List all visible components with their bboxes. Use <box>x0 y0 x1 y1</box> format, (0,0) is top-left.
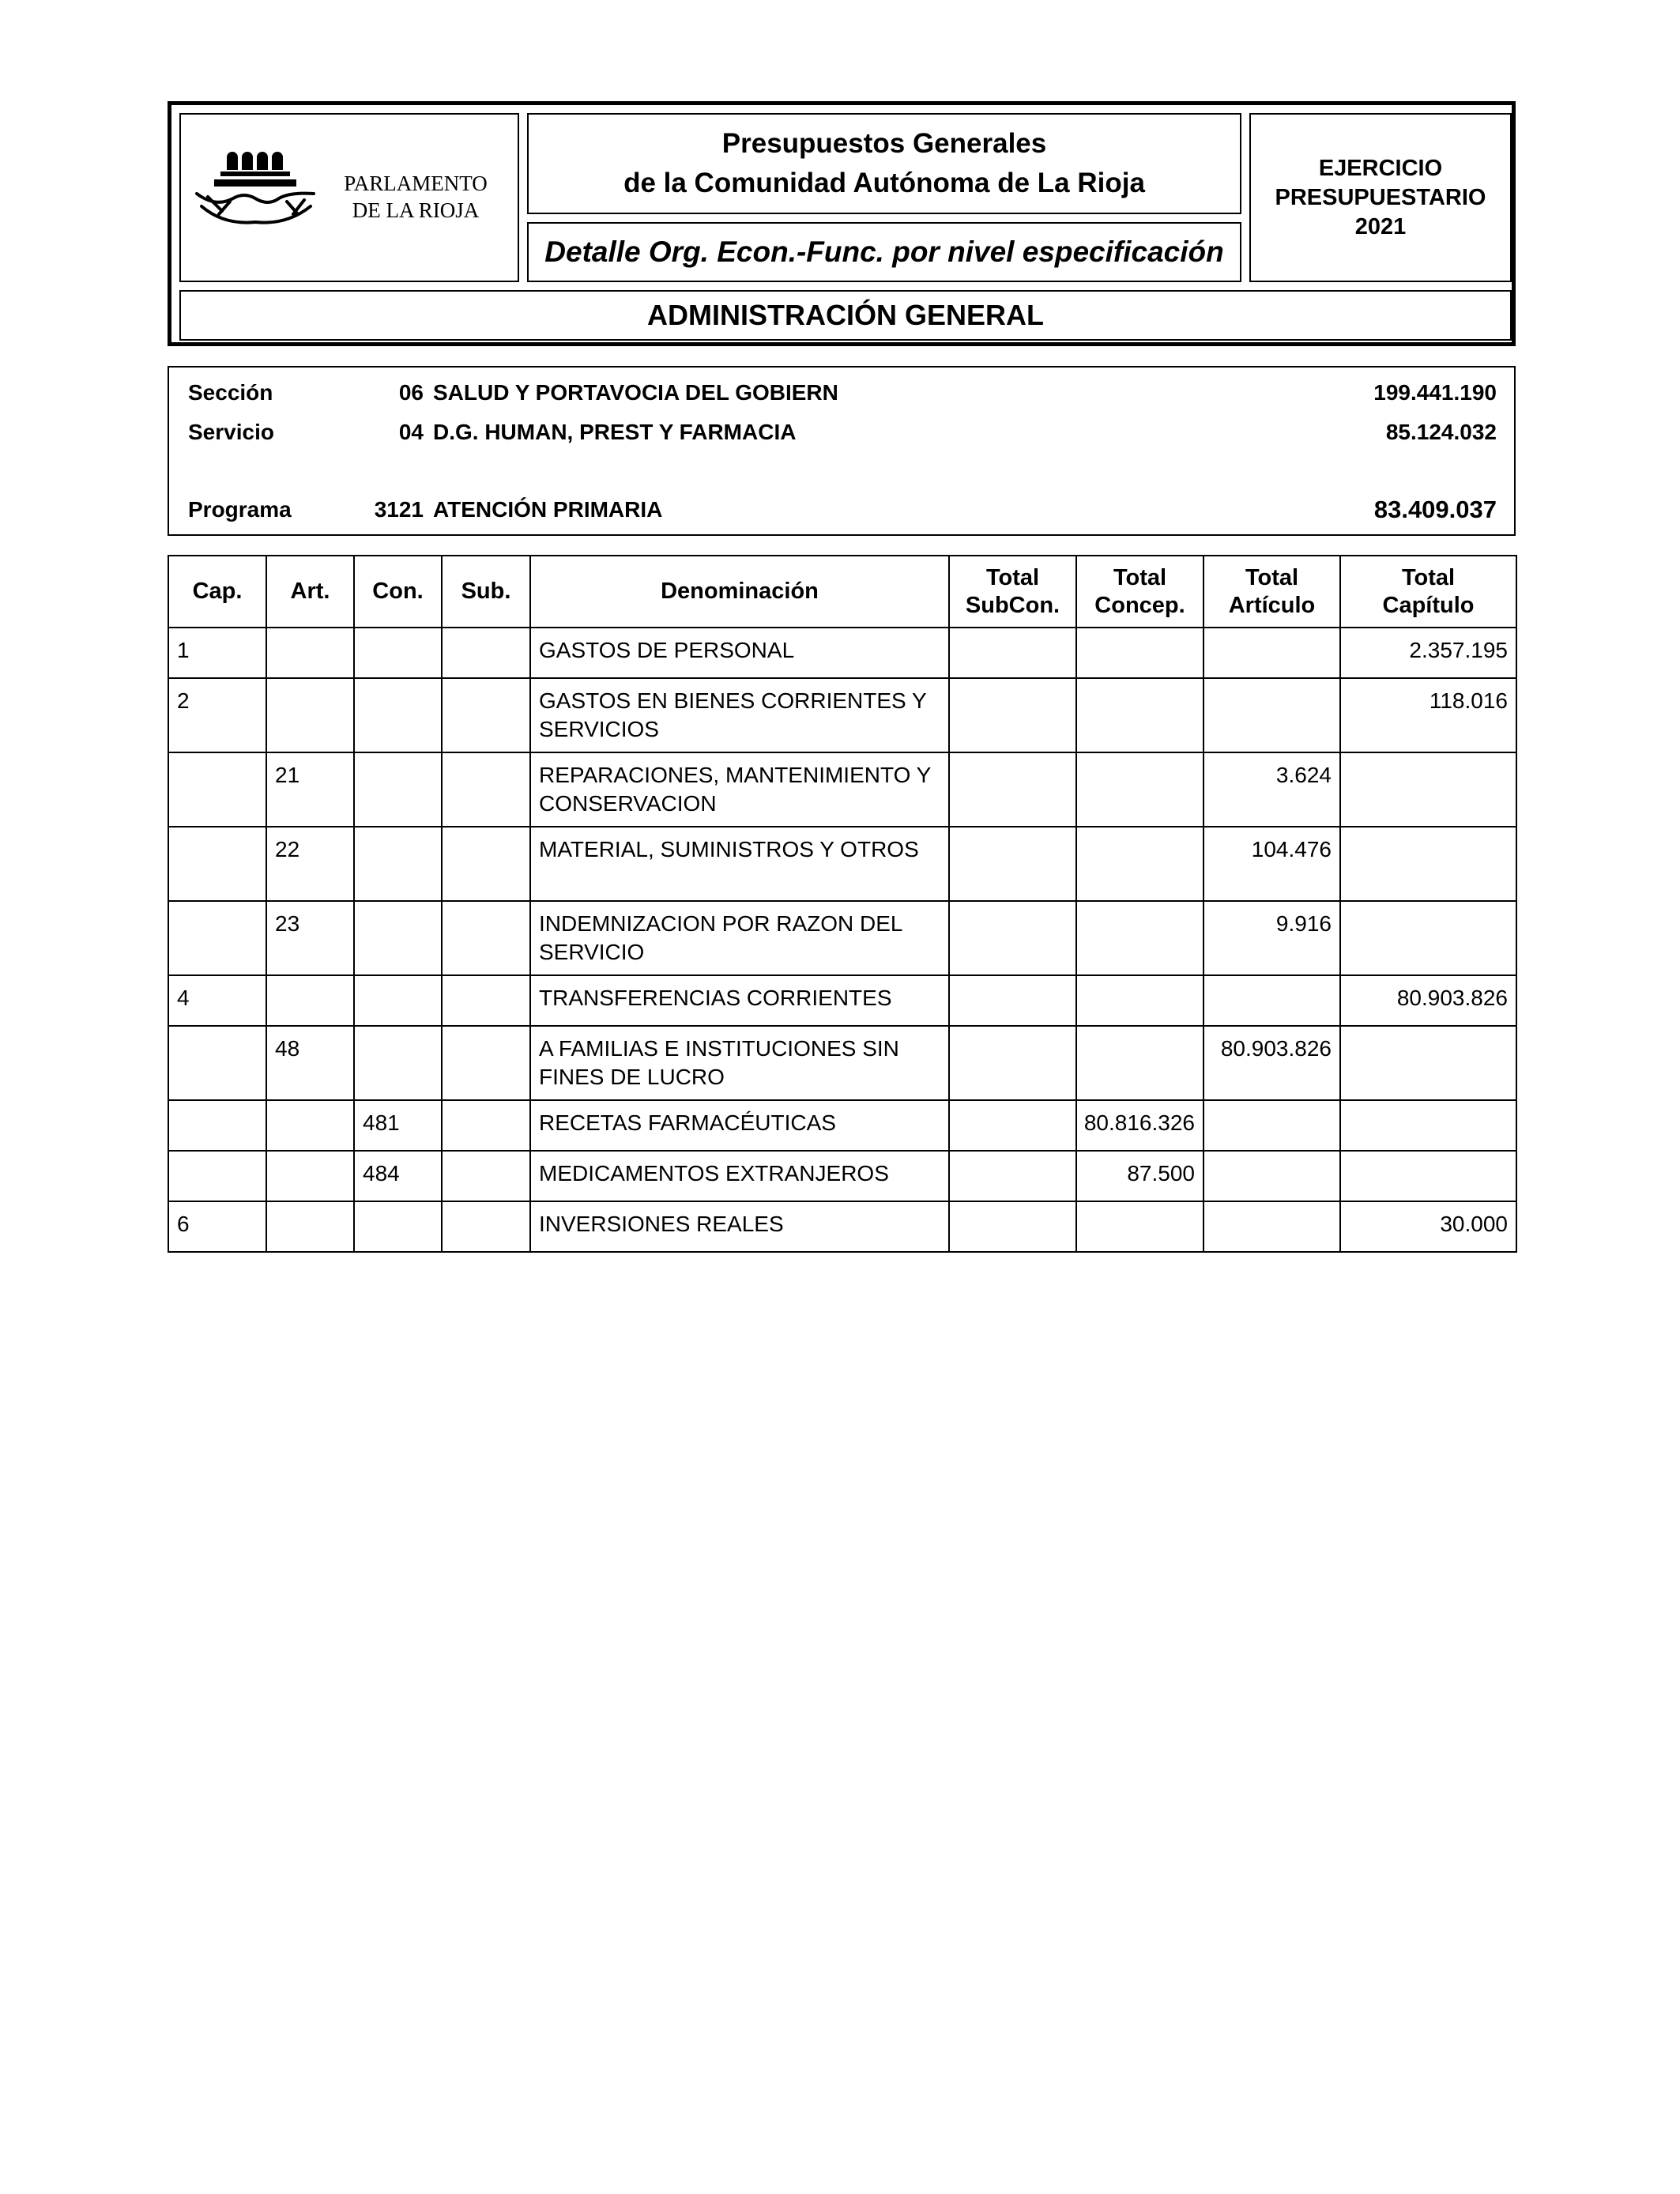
admin-title: ADMINISTRACIÓN GENERAL <box>647 299 1044 331</box>
title-line1: Presupuestos Generales <box>721 128 1047 159</box>
cell-total-subcon <box>949 1151 1076 1201</box>
header-total-capitulo-line2: Capítulo <box>1382 592 1475 618</box>
cell-total-subcon <box>949 1100 1076 1151</box>
cell-art: 21 <box>266 752 354 827</box>
cell-total-capitulo: 118.016 <box>1340 678 1516 752</box>
header-total-capitulo <box>1340 556 1516 628</box>
programa-row <box>169 497 1514 529</box>
header-total-subcon <box>949 556 1076 628</box>
servicio-label: Servicio <box>188 420 274 444</box>
parliament-logo-icon <box>192 146 326 241</box>
cell-con <box>354 901 442 975</box>
cell-total-capitulo <box>1340 1151 1516 1201</box>
cell-sub <box>442 678 530 752</box>
cell-total-concep: 80.816.326 <box>1076 1100 1203 1151</box>
cell-con <box>354 975 442 1026</box>
cell-cap: 6 <box>168 1201 266 1252</box>
cell-total-concep <box>1076 975 1203 1026</box>
table-row <box>168 628 1516 678</box>
cell-total-articulo <box>1203 975 1340 1026</box>
cell-art <box>266 1201 354 1252</box>
cell-sub <box>442 827 530 901</box>
header-total-concep-line2: Concep. <box>1094 592 1185 618</box>
table-row <box>168 1100 1516 1151</box>
header-total-articulo <box>1203 556 1340 628</box>
cell-sub <box>442 628 530 678</box>
title-box <box>527 113 1241 214</box>
table-row <box>168 901 1516 975</box>
cell-cap <box>168 1100 266 1151</box>
cell-denominacion: GASTOS DE PERSONAL <box>530 628 949 678</box>
header-total-subcon-line1: Total <box>985 564 1040 590</box>
cell-total-capitulo: 30.000 <box>1340 1201 1516 1252</box>
header-total-concep-line1: Total <box>1113 564 1167 590</box>
cell-total-capitulo: 80.903.826 <box>1340 975 1516 1026</box>
table-row <box>168 678 1516 752</box>
cell-cap: 2 <box>168 678 266 752</box>
cell-total-concep <box>1076 678 1203 752</box>
cell-total-subcon <box>949 1026 1076 1100</box>
cell-art <box>266 628 354 678</box>
cell-cap <box>168 901 266 975</box>
ejercicio-year: 2021 <box>1354 213 1407 239</box>
cell-denominacion: A FAMILIAS E INSTITUCIONES SIN FINES DE LUCRO <box>530 1026 949 1100</box>
budget-info <box>168 366 1516 536</box>
servicio-name: D.G. HUMAN, PREST Y FARMACIA <box>433 420 797 444</box>
cell-denominacion: INDEMNIZACION POR RAZON DEL SERVICIO <box>530 901 949 975</box>
table-row <box>168 827 1516 901</box>
document-header <box>168 101 1516 346</box>
cell-total-capitulo <box>1340 752 1516 827</box>
cell-art <box>266 678 354 752</box>
cell-sub <box>442 1151 530 1201</box>
cell-sub <box>442 1026 530 1100</box>
cell-total-capitulo <box>1340 827 1516 901</box>
servicio-code: 04 <box>398 420 424 444</box>
cell-total-articulo <box>1203 1201 1340 1252</box>
cell-total-articulo: 3.624 <box>1203 752 1340 827</box>
header-cap: Cap. <box>168 556 266 628</box>
header-con: Con. <box>354 556 442 628</box>
cell-denominacion: MEDICAMENTOS EXTRANJEROS <box>530 1151 949 1201</box>
cell-con <box>354 752 442 827</box>
seccion-amount: 199.441.190 <box>1373 380 1497 405</box>
cell-total-subcon <box>949 628 1076 678</box>
title-line2: de la Comunidad Autónoma de La Rioja <box>623 168 1145 198</box>
header-sub: Sub. <box>442 556 530 628</box>
cell-sub <box>442 901 530 975</box>
cell-cap <box>168 827 266 901</box>
cell-cap: 4 <box>168 975 266 1026</box>
cell-art <box>266 1151 354 1201</box>
cell-total-subcon <box>949 901 1076 975</box>
cell-art: 48 <box>266 1026 354 1100</box>
logo-text <box>325 170 507 224</box>
cell-denominacion: INVERSIONES REALES <box>530 1201 949 1252</box>
cell-sub <box>442 1100 530 1151</box>
header-total-concep <box>1076 556 1203 628</box>
programa-label: Programa <box>188 497 292 522</box>
seccion-code: 06 <box>398 380 424 405</box>
servicio-row <box>169 420 1514 451</box>
cell-total-capitulo <box>1340 901 1516 975</box>
logo-text-line1: PARLAMENTO <box>344 172 488 195</box>
cell-con: 484 <box>354 1151 442 1201</box>
cell-denominacion: MATERIAL, SUMINISTROS Y OTROS <box>530 827 949 901</box>
header-total-articulo-line2: Artículo <box>1228 592 1316 618</box>
subtitle: Detalle Org. Econ.-Func. por nivel especificación <box>544 236 1224 268</box>
cell-total-capitulo <box>1340 1026 1516 1100</box>
cell-denominacion: RECETAS FARMACÉUTICAS <box>530 1100 949 1151</box>
logo-text-line2: DE LA RIOJA <box>352 198 480 222</box>
cell-total-concep: 87.500 <box>1076 1151 1203 1201</box>
cell-total-articulo: 80.903.826 <box>1203 1026 1340 1100</box>
table-row <box>168 1026 1516 1100</box>
header-total-articulo-line1: Total <box>1245 564 1299 590</box>
seccion-row <box>169 380 1514 412</box>
cell-total-articulo: 104.476 <box>1203 827 1340 901</box>
cell-total-subcon <box>949 827 1076 901</box>
cell-total-articulo: 9.916 <box>1203 901 1340 975</box>
header-denominacion: Denominación <box>530 556 949 628</box>
header-art: Art. <box>266 556 354 628</box>
cell-art <box>266 975 354 1026</box>
ejercicio-line1: EJERCICIO <box>1318 155 1443 181</box>
header-total-subcon-line2: SubCon. <box>965 592 1060 618</box>
cell-denominacion: GASTOS EN BIENES CORRIENTES Y SERVICIOS <box>530 678 949 752</box>
seccion-label: Sección <box>188 380 273 405</box>
table-row <box>168 975 1516 1026</box>
programa-name: ATENCIÓN PRIMARIA <box>433 497 663 522</box>
cell-art <box>266 1100 354 1151</box>
cell-con: 481 <box>354 1100 442 1151</box>
cell-total-concep <box>1076 1201 1203 1252</box>
cell-total-subcon <box>949 752 1076 827</box>
table-row <box>168 752 1516 827</box>
cell-total-subcon <box>949 1201 1076 1252</box>
cell-total-concep <box>1076 752 1203 827</box>
cell-total-articulo <box>1203 628 1340 678</box>
table-row <box>168 1151 1516 1201</box>
cell-total-concep <box>1076 827 1203 901</box>
cell-sub <box>442 975 530 1026</box>
cell-con <box>354 1026 442 1100</box>
cell-total-capitulo <box>1340 1100 1516 1151</box>
programa-code: 3121 <box>374 497 424 522</box>
table-header-row <box>168 556 1516 628</box>
cell-total-concep <box>1076 628 1203 678</box>
ejercicio-line2: PRESUPUESTARIO <box>1275 184 1486 210</box>
logo-box <box>179 113 519 282</box>
cell-total-concep <box>1076 901 1203 975</box>
cell-denominacion: REPARACIONES, MANTENIMIENTO Y CONSERVACION <box>530 752 949 827</box>
servicio-amount: 85.124.032 <box>1385 420 1497 444</box>
cell-con <box>354 1201 442 1252</box>
cell-total-capitulo: 2.357.195 <box>1340 628 1516 678</box>
cell-total-articulo <box>1203 1100 1340 1151</box>
cell-denominacion: TRANSFERENCIAS CORRIENTES <box>530 975 949 1026</box>
cell-cap <box>168 1151 266 1201</box>
seccion-name: SALUD Y PORTAVOCIA DEL GOBIERN <box>433 380 838 405</box>
cell-cap: 1 <box>168 628 266 678</box>
cell-con <box>354 678 442 752</box>
cell-total-articulo <box>1203 678 1340 752</box>
budget-table <box>168 555 1517 1253</box>
cell-total-concep <box>1076 1026 1203 1100</box>
cell-sub <box>442 752 530 827</box>
cell-art: 23 <box>266 901 354 975</box>
admin-box <box>179 290 1512 341</box>
header-total-capitulo-line1: Total <box>1401 564 1456 590</box>
programa-amount: 83.409.037 <box>1373 496 1497 523</box>
ejercicio-box <box>1249 113 1512 282</box>
cell-cap <box>168 1026 266 1100</box>
cell-total-articulo <box>1203 1151 1340 1201</box>
cell-con <box>354 827 442 901</box>
subtitle-box <box>527 222 1241 282</box>
cell-art: 22 <box>266 827 354 901</box>
table-row <box>168 1201 1516 1252</box>
cell-total-subcon <box>949 975 1076 1026</box>
cell-con <box>354 628 442 678</box>
cell-sub <box>442 1201 530 1252</box>
cell-cap <box>168 752 266 827</box>
cell-total-subcon <box>949 678 1076 752</box>
